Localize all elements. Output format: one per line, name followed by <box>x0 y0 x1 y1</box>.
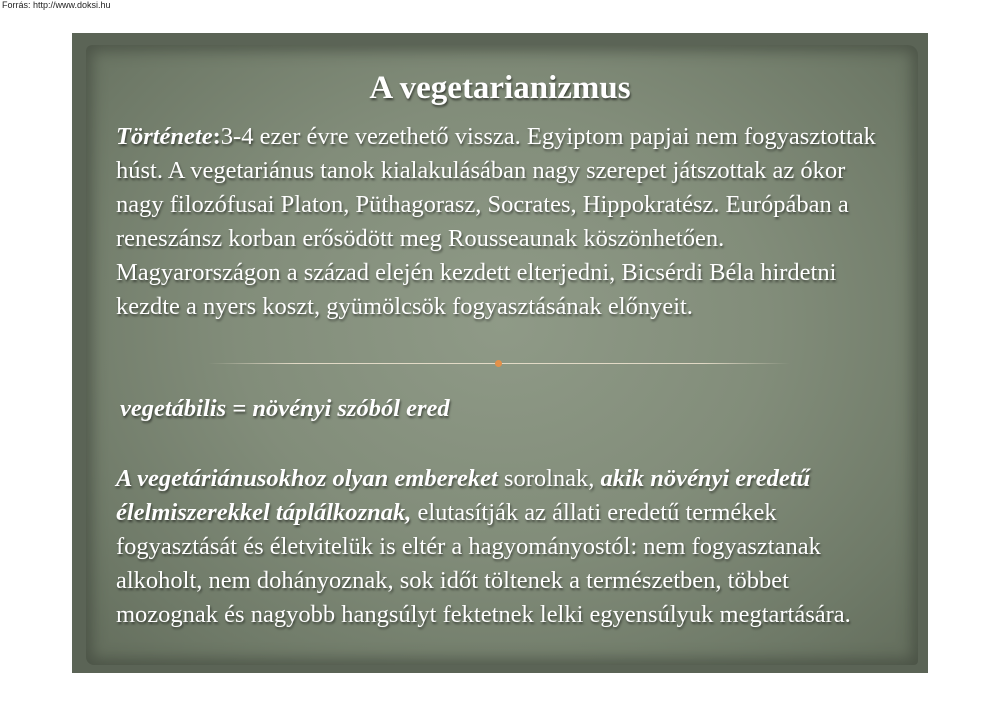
history-colon: : <box>212 123 221 150</box>
definition-part4: elutasítják az állati eredetű termékek fogyasztását és életvitelük is eltér a hagyományostól: nem fogyasztanak alkoholt, nem dohányoznak, sok időt töltenek a természetben, többet mozognak és nagyobb hangsúlyt fektetnek lelki egyensúlyuk megtartására. <box>116 499 851 628</box>
source-label: Forrás: http://www.doksi.hu <box>2 0 111 10</box>
definition-paragraph <box>116 462 876 632</box>
etymology-paragraph <box>120 392 880 426</box>
divider-dot <box>495 360 502 367</box>
slide <box>72 33 928 673</box>
definition-part3: akik növényi eredetű élelmiszerekkel táplálkoznak, <box>116 465 811 526</box>
history-label: Története <box>116 123 213 150</box>
etymology-text: vegetábilis = növényi szóból ered <box>120 395 450 422</box>
history-text: 3-4 ezer évre vezethető vissza. Egyiptom papjai nem fogyasztottak húst. A vegetariánus tanok kialakulásában nagy szerepet játszottak az ókor nagy filozófusai Platon, Püthagorasz, Socrates, Hippokratész. Európában a reneszánsz korban erősödött meg Rousseaunak köszönhetően. Magyarországon a század elején kezdett elterjedni, Bicsérdi Béla hirdetni kezdte a nyers koszt, gyümölcsök fogyasztásának előnyeit. <box>116 123 876 320</box>
slide-title: A vegetarianizmus <box>369 70 631 106</box>
history-paragraph <box>116 120 876 324</box>
definition-part1: A vegetáriánusokhoz olyan embereket <box>116 465 498 492</box>
definition-part2: sorolnak, <box>497 465 601 492</box>
